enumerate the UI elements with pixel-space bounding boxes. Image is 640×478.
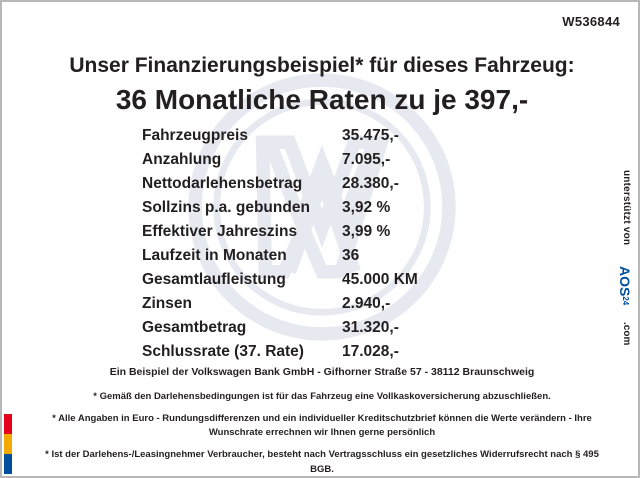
row-label: Gesamtlaufleistung (142, 271, 286, 288)
row-value: 35.475,- (342, 127, 399, 144)
legal-note: * Alle Angaben in Euro - Rundungsdifferenzen und ein individueller Kreditschutzbrief können die Werte verändern - Ihre Wunschrate errechnen wir Ihnen gerne persönlich (52, 412, 592, 439)
finance-table (142, 124, 502, 364)
row-value: 28.380,- (342, 175, 399, 192)
table-row (142, 292, 502, 316)
aos24-domain-text: .com (621, 322, 632, 346)
aos24-logo-text: AOS (617, 266, 633, 297)
row-value: 17.028,- (342, 343, 399, 360)
row-label: Schlussrate (37. Rate) (142, 343, 304, 360)
table-row (142, 268, 502, 292)
legal-note: * Gemäß den Darlehensbedingungen ist für das Fahrzeug eine Vollkaskoversicherung abzuschließen. (93, 391, 551, 402)
offer-code: W536844 (562, 14, 620, 29)
sidebar-support-credit (612, 170, 634, 350)
aos24-logo-sup: 24 (621, 296, 630, 306)
color-stripe-icon (4, 414, 12, 474)
row-value: 3,99 % (342, 223, 391, 240)
row-label: Gesamtbetrag (142, 319, 247, 336)
table-row (142, 196, 502, 220)
legal-notes (32, 390, 612, 478)
table-row (142, 172, 502, 196)
row-value: 7.095,- (342, 151, 391, 168)
row-value: 45.000 KM (342, 271, 418, 288)
table-row (142, 124, 502, 148)
table-row (142, 316, 502, 340)
support-label: unterstützt von (621, 170, 632, 246)
page-subtitle: 36 Monatliche Raten zu je 397,- (115, 84, 529, 115)
row-label: Fahrzeugpreis (142, 127, 248, 144)
table-row (142, 244, 502, 268)
table-row (142, 340, 502, 364)
row-value: 2.940,- (342, 295, 391, 312)
table-row (142, 220, 502, 244)
row-label: Laufzeit in Monaten (142, 247, 287, 264)
table-row (142, 148, 502, 172)
row-label: Anzahlung (142, 151, 222, 168)
bank-info-line: Ein Beispiel der Volkswagen Bank GmbH - Gifhorner Straße 57 - 38112 Braunschweig (109, 366, 535, 378)
row-label: Effektiver Jahreszins (142, 223, 298, 240)
page-title: Unser Finanzierungsbeispiel* für dieses Fahrzeug: (69, 54, 575, 77)
row-value: 36 (342, 247, 360, 264)
row-label: Zinsen (142, 295, 192, 312)
row-value: 3,92 % (342, 199, 391, 216)
row-label: Sollzins p.a. gebunden (142, 199, 310, 216)
row-value: 31.320,- (342, 319, 399, 336)
legal-note: * Ist der Darlehens-/Leasingnehmer Verbraucher, besteht nach Vertragsschluss ein gesetzliches Widerrufsrecht nach § 495 BGB. (45, 449, 599, 475)
row-label: Nettodarlehensbetrag (142, 175, 303, 192)
aos24-logo (617, 266, 633, 305)
